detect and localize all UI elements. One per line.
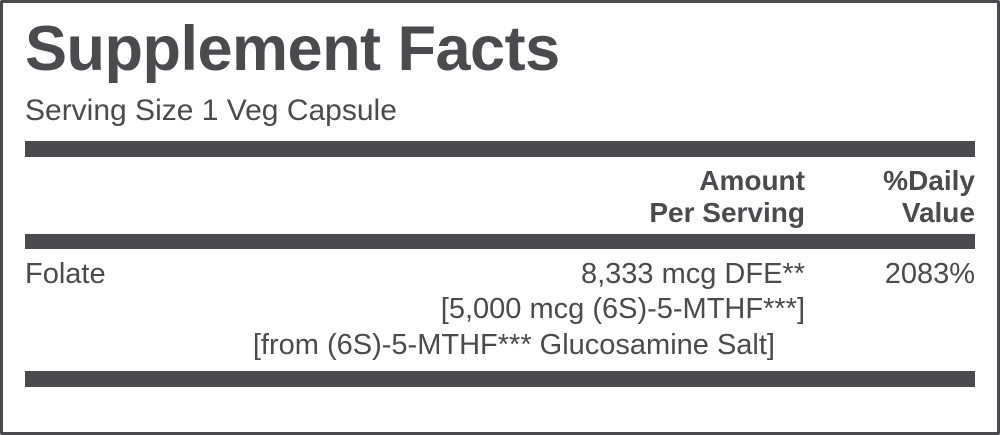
divider-top-thick	[25, 141, 975, 157]
amount-header-line2: Per Serving	[649, 196, 805, 228]
supplement-facts-content	[25, 14, 975, 422]
table-row	[25, 249, 975, 291]
serving-size-text: Serving Size 1 Veg Capsule	[25, 94, 397, 128]
nutrient-amount: 8,333 mcg DFE**	[580, 257, 805, 290]
daily-value-header	[805, 165, 975, 228]
nutrient-name: Folate	[25, 257, 106, 290]
daily-header-line1: %Daily	[883, 165, 975, 197]
amount-per-serving-header	[485, 165, 805, 228]
daily-header-line2: Value	[901, 196, 975, 228]
page-title: Supplement Facts	[25, 14, 560, 84]
nutrient-daily-value: 2083%	[884, 257, 975, 290]
amount-header-line1: Amount	[699, 165, 805, 197]
nutrient-subline-2: [from (6S)-5-MTHF*** Glucosamine Salt]	[252, 329, 775, 362]
divider-mid-thick	[25, 234, 975, 249]
nutrient-subline-1: [5,000 mcg (6S)-5-MTHF***]	[440, 292, 805, 325]
divider-bottom-thick	[25, 371, 975, 387]
column-headers	[25, 157, 975, 228]
